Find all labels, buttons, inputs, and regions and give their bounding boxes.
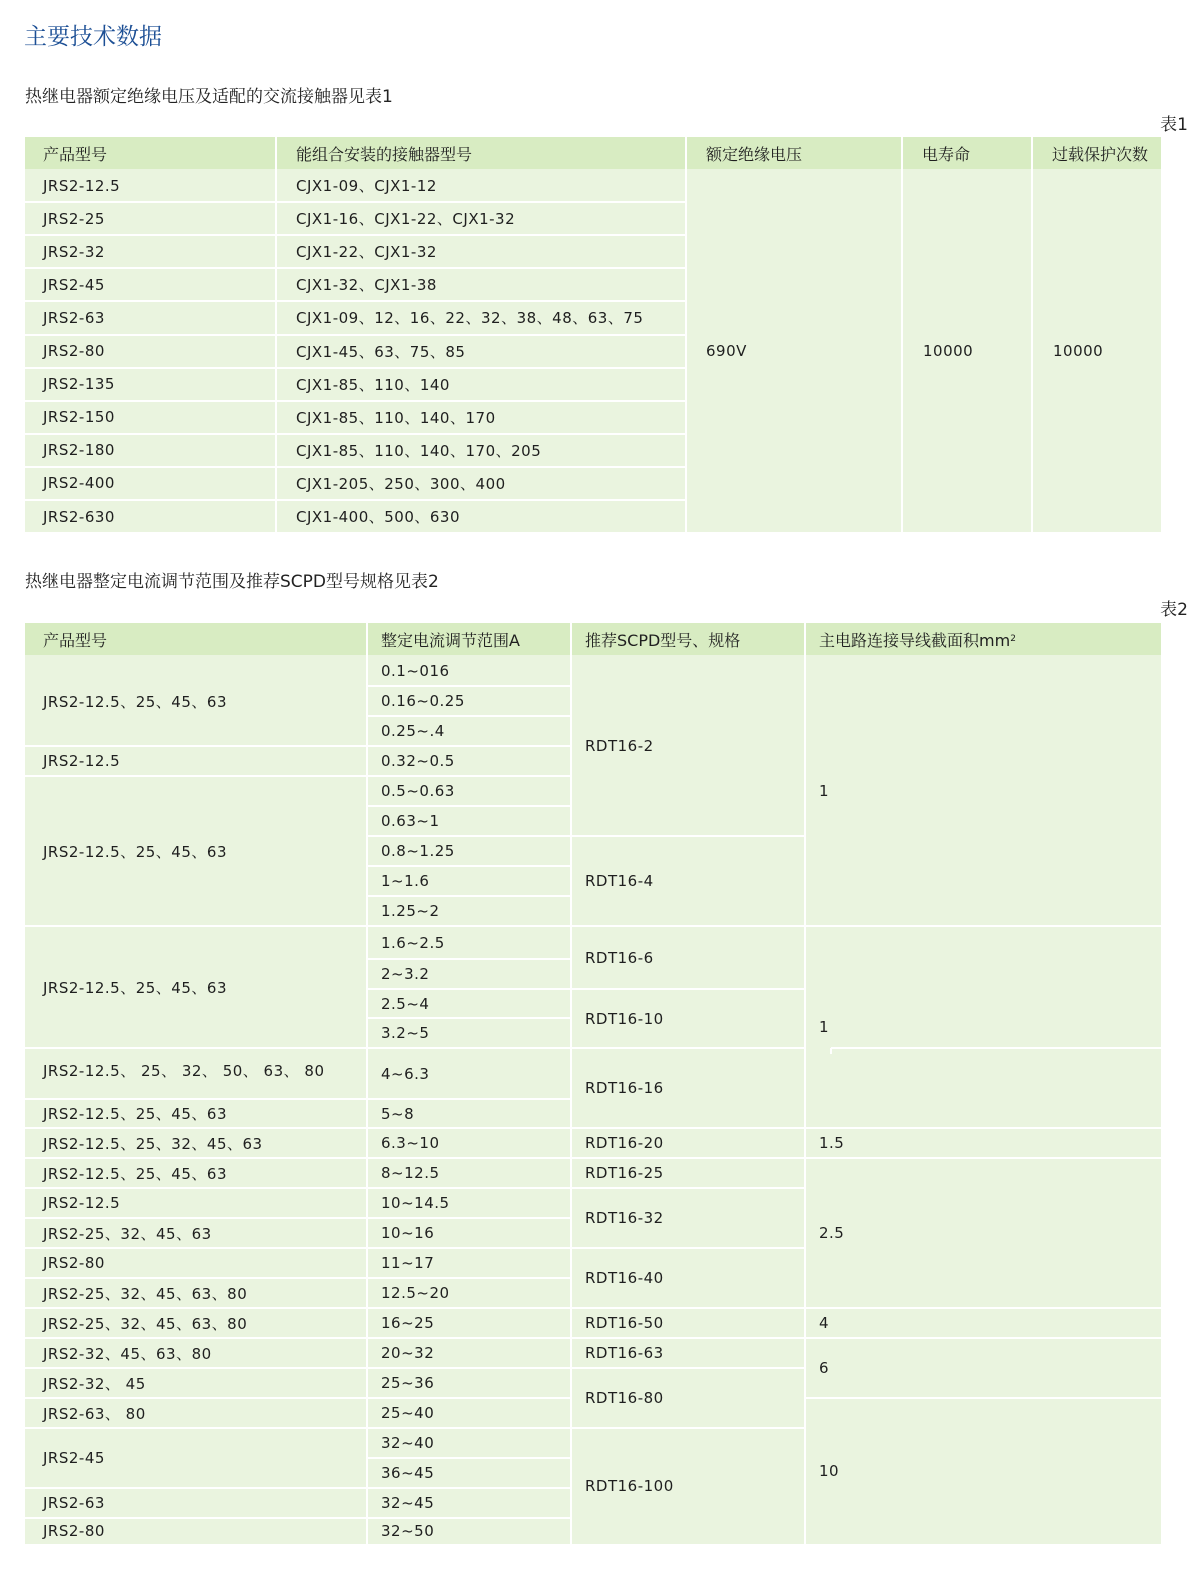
row-divider (25, 234, 686, 236)
table1-model-cell: JRS2-400 (43, 474, 115, 493)
table2-scpd-cell: RDT16-2 (585, 737, 654, 755)
row-divider (805, 1127, 1161, 1129)
table2-model-cell: JRS2-12.5、 25、 32、 50、 63、 80 (43, 1062, 325, 1080)
row-divider (571, 1247, 805, 1249)
row-divider (367, 958, 571, 960)
row-divider (571, 1187, 805, 1189)
table1-contactor-cell: CJX1-32、CJX1-38 (296, 276, 437, 295)
table1-model-cell: JRS2-150 (43, 408, 115, 427)
row-divider (367, 775, 571, 777)
table1-contactor-cell: CJX1-09、CJX1-12 (296, 177, 437, 196)
table2-range-cell: 20~32 (381, 1344, 435, 1362)
row-divider (25, 300, 686, 302)
table2-range-cell: 4~6.3 (381, 1064, 430, 1083)
table2-caption: 热继电器整定电流调节范围及推荐SCPD型号规格见表2 (25, 572, 439, 592)
row-divider (367, 1047, 571, 1049)
table1-model-cell: JRS2-630 (43, 507, 115, 526)
row-divider (25, 1517, 367, 1519)
table2-range-cell: 10~16 (381, 1224, 435, 1242)
table2-header-cell (805, 623, 1161, 655)
table1-voltage-cell: 690V (706, 341, 747, 360)
row-divider (25, 1427, 367, 1429)
column-divider (570, 623, 572, 1544)
row-divider (25, 367, 686, 369)
row-divider (25, 267, 686, 269)
table2-scpd-cell: RDT16-6 (585, 948, 654, 967)
table1-header-cell: 能组合安装的接触器型号 (276, 137, 686, 169)
table2-header-cell: 产品型号 (25, 623, 367, 655)
row-divider (25, 1047, 367, 1049)
table1-model-cell: JRS2-80 (43, 342, 105, 361)
row-divider (25, 1157, 367, 1159)
table2-range-cell: 5~8 (381, 1104, 415, 1123)
table1-caption: 热继电器额定绝缘电压及适配的交流接触器见表1 (25, 87, 393, 107)
table2-range-cell: 25~40 (381, 1404, 435, 1422)
row-divider (367, 1337, 571, 1339)
table1-model-cell: JRS2-32 (43, 242, 105, 261)
row-divider (25, 775, 367, 777)
table1-contactor-cell: CJX1-85、110、140、170 (296, 408, 496, 427)
table1-contactor-cell: CJX1-85、110、140、170、205 (296, 441, 542, 460)
table2-range-cell: 16~25 (381, 1314, 435, 1332)
table1-label: 表1 (1160, 115, 1188, 135)
row-divider (25, 1337, 367, 1339)
table1-header-cell: 过载保护次数 (1032, 137, 1161, 169)
row-divider (367, 1187, 571, 1189)
table1-model-cell: JRS2-135 (43, 375, 115, 394)
table1-model-cell: JRS2-45 (43, 275, 105, 294)
table2-range-cell: 0.63~1 (381, 812, 440, 830)
row-divider (367, 1098, 571, 1100)
table2-wire-cell: 2.5 (819, 1224, 845, 1242)
row-divider (25, 433, 686, 435)
row-divider (571, 1337, 805, 1339)
table2-range-cell: 10~14.5 (381, 1194, 450, 1212)
table2-wire-cell: 1 (819, 1018, 830, 1036)
row-divider (25, 400, 686, 402)
table2-model-cell: JRS2-32、 45 (43, 1374, 146, 1393)
row-divider (25, 466, 686, 468)
table2-range-cell: 0.25~.4 (381, 722, 445, 740)
row-divider (805, 1337, 1161, 1339)
row-divider (367, 988, 571, 990)
table2 (25, 623, 1161, 1544)
table1-model-cell: JRS2-63 (43, 308, 105, 327)
row-divider (571, 835, 805, 837)
table2-range-cell: 0.16~0.25 (381, 692, 465, 710)
row-divider (367, 1217, 571, 1219)
table1-contactor-cell: CJX1-400、500、630 (296, 508, 461, 527)
row-divider (831, 1047, 1161, 1049)
column-divider (830, 1048, 832, 1054)
table2-range-cell: 6.3~10 (381, 1134, 440, 1152)
row-divider (367, 685, 571, 687)
table2-model-cell: JRS2-12.5、25、45、63 (43, 1164, 227, 1183)
table2-model-cell: JRS2-12.5 (43, 752, 121, 770)
row-divider (367, 925, 571, 927)
table1-overload-cell: 10000 (1053, 341, 1104, 360)
row-divider (25, 1217, 367, 1219)
table2-range-cell: 0.5~0.63 (381, 782, 455, 800)
table2-range-cell: 1.6~2.5 (381, 933, 445, 952)
table2-scpd-cell: RDT16-4 (585, 872, 654, 890)
table1-header-cell: 产品型号 (25, 137, 276, 169)
table2-range-cell: 2~3.2 (381, 965, 430, 983)
table2-model-cell: JRS2-12.5、25、45、63 (43, 842, 227, 861)
row-divider (367, 1427, 571, 1429)
table2-range-cell: 0.8~1.25 (381, 842, 455, 860)
row-divider (571, 1307, 805, 1309)
table2-range-cell: 0.32~0.5 (381, 752, 455, 770)
row-divider (25, 201, 686, 203)
table2-model-cell: JRS2-12.5、25、45、63 (43, 692, 227, 711)
row-divider (367, 1277, 571, 1279)
row-divider (571, 1367, 805, 1369)
table2-model-cell: JRS2-12.5、25、45、63 (43, 1105, 227, 1123)
table1-life-cell: 10000 (923, 341, 974, 360)
wire-header-superscript: 2 (1010, 634, 1016, 644)
table2-model-cell: JRS2-12.5 (43, 1194, 121, 1212)
table2-wire-cell: 1.5 (819, 1134, 845, 1152)
table2-model-cell: JRS2-25、32、45、63、80 (43, 1284, 248, 1303)
row-divider (367, 1397, 571, 1399)
table2-scpd-cell: RDT16-16 (585, 1079, 664, 1097)
table2-scpd-cell: RDT16-20 (585, 1134, 664, 1152)
table2-scpd-cell: RDT16-32 (585, 1209, 664, 1227)
row-divider (25, 1127, 367, 1129)
row-divider (367, 715, 571, 717)
row-divider (25, 925, 367, 927)
row-divider (367, 1307, 571, 1309)
row-divider (367, 1517, 571, 1519)
table2-wire-cell: 1 (819, 782, 830, 800)
table1 (25, 137, 1161, 532)
row-divider (805, 1307, 1161, 1309)
table2-scpd-cell: RDT16-100 (585, 1477, 674, 1495)
table2-scpd-cell: RDT16-63 (585, 1344, 664, 1362)
row-divider (25, 1367, 367, 1369)
row-divider (571, 1157, 805, 1159)
row-divider (25, 745, 367, 747)
table1-header-cell: 额定绝缘电压 (686, 137, 902, 169)
table2-scpd-cell: RDT16-10 (585, 1009, 664, 1028)
row-divider (805, 1397, 1161, 1399)
table2-range-cell: 3.2~5 (381, 1024, 430, 1042)
row-divider (571, 925, 805, 927)
row-divider (367, 1367, 571, 1369)
row-divider (571, 988, 805, 990)
table1-contactor-cell: CJX1-09、12、16、22、32、38、48、63、75 (296, 309, 644, 328)
table1-model-cell: JRS2-12.5 (43, 176, 121, 195)
table2-range-cell: 0.1~016 (381, 662, 450, 680)
table2-model-cell: JRS2-80 (43, 1254, 105, 1272)
row-divider (25, 334, 686, 336)
row-divider (805, 925, 1161, 927)
table2-range-cell: 32~40 (381, 1434, 435, 1452)
row-divider (25, 1397, 367, 1399)
row-divider (367, 865, 571, 867)
table1-contactor-cell: CJX1-205、250、300、400 (296, 474, 506, 493)
table1-contactor-cell: CJX1-45、63、75、85 (296, 342, 466, 361)
table2-scpd-cell: RDT16-25 (585, 1164, 664, 1182)
table2-scpd-cell: RDT16-80 (585, 1389, 664, 1407)
table2-header-cell: 整定电流调节范围A (367, 623, 571, 655)
row-divider (367, 895, 571, 897)
table2-range-cell: 12.5~20 (381, 1284, 450, 1302)
row-divider (571, 1427, 805, 1429)
table2-range-cell: 32~50 (381, 1522, 435, 1540)
row-divider (25, 1487, 367, 1489)
table2-model-cell: JRS2-45 (43, 1449, 105, 1467)
column-divider (685, 137, 687, 532)
row-divider (571, 1047, 805, 1049)
row-divider (367, 1157, 571, 1159)
row-divider (367, 805, 571, 807)
table1-contactor-cell: CJX1-16、CJX1-22、CJX1-32 (296, 210, 516, 229)
table2-model-cell: JRS2-12.5、25、45、63 (43, 978, 227, 997)
table1-contactor-cell: CJX1-22、CJX1-32 (296, 243, 437, 262)
table2-model-cell: JRS2-12.5、25、32、45、63 (43, 1134, 263, 1153)
row-divider (367, 1487, 571, 1489)
wire-header-text: 主电路连接导线截面积mm (819, 630, 1011, 650)
row-divider (25, 1307, 367, 1309)
table2-range-cell: 2.5~4 (381, 994, 430, 1013)
table2-range-cell: 36~45 (381, 1464, 435, 1482)
row-divider (367, 1457, 571, 1459)
table2-range-cell: 1.25~2 (381, 902, 440, 920)
row-divider (367, 835, 571, 837)
row-divider (367, 1247, 571, 1249)
table2-model-cell: JRS2-32、45、63、80 (43, 1344, 212, 1363)
column-divider (1031, 137, 1033, 532)
table2-wire-cell: 10 (819, 1462, 840, 1480)
table2-scpd-cell: RDT16-40 (585, 1269, 664, 1287)
table1-model-cell: JRS2-25 (43, 209, 105, 228)
table2-model-cell: JRS2-63、 80 (43, 1404, 146, 1423)
table1-header-cell: 电寿命 (902, 137, 1032, 169)
row-divider (367, 1017, 571, 1019)
table2-model-cell: JRS2-63 (43, 1494, 105, 1512)
table2-model-cell: JRS2-25、32、45、63 (43, 1224, 212, 1243)
table2-label: 表2 (1160, 600, 1188, 620)
table2-range-cell: 8~12.5 (381, 1164, 440, 1182)
table2-wire-cell: 6 (819, 1359, 830, 1377)
row-divider (25, 1277, 367, 1279)
column-divider (275, 137, 277, 532)
row-divider (367, 745, 571, 747)
column-divider (366, 623, 368, 1544)
row-divider (25, 1098, 367, 1100)
column-divider (804, 623, 806, 1544)
table2-range-cell: 25~36 (381, 1374, 435, 1392)
table2-range-cell: 1~1.6 (381, 872, 430, 890)
row-divider (805, 1157, 1161, 1159)
table2-model-cell: JRS2-25、32、45、63、80 (43, 1314, 248, 1333)
row-divider (25, 1247, 367, 1249)
column-divider (901, 137, 903, 532)
page-title: 主要技术数据 (24, 24, 162, 50)
table2-range-cell: 11~17 (381, 1254, 435, 1272)
table1-contactor-cell: CJX1-85、110、140 (296, 375, 450, 394)
row-divider (571, 1127, 805, 1129)
table1-model-cell: JRS2-180 (43, 441, 115, 460)
table2-range-cell: 32~45 (381, 1494, 435, 1512)
row-divider (25, 499, 686, 501)
table2-model-cell: JRS2-80 (43, 1522, 105, 1540)
table2-scpd-cell: RDT16-50 (585, 1314, 664, 1332)
row-divider (367, 1127, 571, 1129)
row-divider (25, 1187, 367, 1189)
table2-wire-cell: 4 (819, 1314, 830, 1332)
table2-header-cell: 推荐SCPD型号、规格 (571, 623, 805, 655)
